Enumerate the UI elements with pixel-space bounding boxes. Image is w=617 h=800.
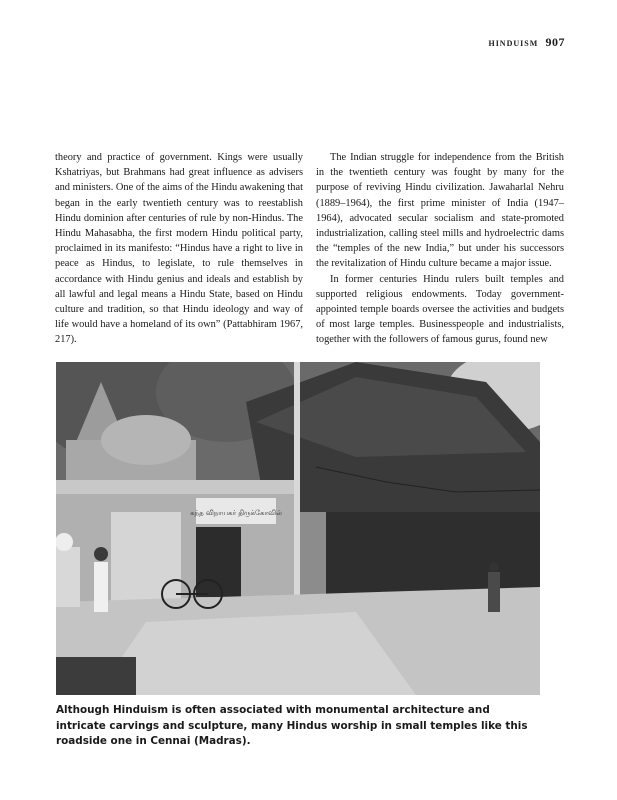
running-head (488, 35, 565, 50)
temple-sign: கந்த விநாயகர் திருக்கோவில் (190, 509, 282, 517)
running-head-title: hinduism (488, 37, 539, 49)
left-column (55, 150, 303, 348)
temple-photo-illustration (56, 362, 540, 695)
temple-photo (56, 362, 540, 695)
photo-caption: Although Hinduism is often associated with monumental architecture and intricate carvings and sculpture, many Hindus worship in small temples like this roadside one in Cennai (Madras). (56, 704, 528, 747)
left-paragraph-1: theory and practice of government. Kings were usually Kshatriyas, but Brahmans had great influence as advisers and ministers. One of the aims of the Hindu awakening that began in the early twentieth century was to reestablish Hindu dominion after centuries of rule by non-Hindus. The Hindu Mahasabha, the first modern Hindu political party, proclaimed in its manifesto: “Hindus have a right to live in peace as Hindus, to legislate, to rule themselves in accordance with Hindu genius and ideals and establish by all lawful and legal means a Hindu State, based on Hindu culture and tradition, so that Hindu ideology and way of life would have a homeland of its own” (Pattabhiram 1967, 217). (55, 152, 303, 346)
page-number: 907 (545, 35, 565, 49)
right-paragraph-1: The Indian struggle for independence from the British in the twentieth century was fought by many for the purpose of reviving Hindu civilization. Jawaharlal Nehru (1889–1964), the first prime minister of India (1947–1964), advocated secular socialism and state-promoted industrialization, calling steel mills and hydroelectric dams the “temples of the new India,” but under his successors the revitalization of Hindu culture became a major issue. (316, 152, 564, 270)
right-paragraph-2: In former centuries Hindu rulers built temples and supported religious endowments. Today government-appointed temple boards oversee the activities and budgets of most large temples. Businesspeople and industrialists, together with the followers of famous gurus, found new (316, 273, 564, 346)
right-column (316, 150, 564, 348)
